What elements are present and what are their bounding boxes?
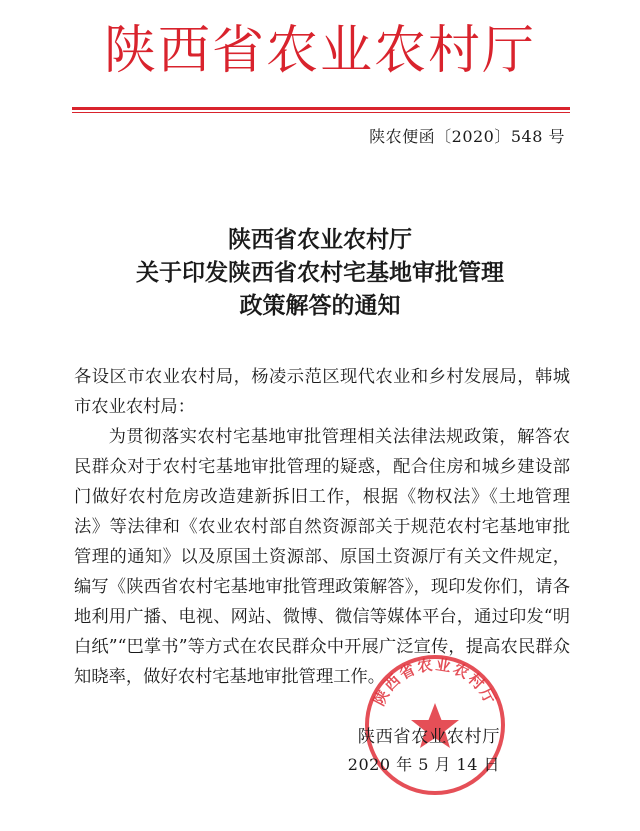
signature-org: 陕西省农业农村厅 (357, 727, 500, 747)
title-line-2: 关于印发陕西省农村宅基地审批管理 (136, 259, 504, 286)
letterhead-title: 陕西省农业农村厅 (103, 21, 536, 81)
document-title (60, 223, 580, 322)
title-line-1: 陕西省农业农村厅 (228, 226, 412, 253)
letterhead-rule-thick (72, 107, 570, 110)
letterhead-rule-thin (72, 112, 570, 113)
document-body (74, 362, 570, 692)
addressee-line: 各设区市农业农村局，杨凌示范区现代农业和乡村发展局，韩城市农业农村局： (74, 367, 570, 417)
document-number: 陕农便函〔2020〕548 号 (369, 127, 565, 146)
signature-date: 2020 年 5 月 14 日 (347, 755, 500, 774)
seal-text: 陕西省农业农村厅 (370, 655, 500, 709)
body-paragraph: 为贯彻落实农村宅基地审批管理相关法律法规政策，解答农民群众对于农村宅基地审批管理的疑惑，配合住房和城乡建设部门做好农村危房改造建新拆旧工作，根据《物权法》《土地管理法》等法律和《农业农村部自然资源部关于规范农村宅基地审批管理的通知》以及原国土资源部、原国土资源厅有关文件规定，编写《陕西省农村宅基地审批管理政策解答》，现印发你们，请各地利用广播、电视、网站、微博、微信等媒体平台，通过印发“明白纸”“巴掌书”等方式在农民群众中开展广泛宣传，提高农民群众知晓率，做好农村宅基地审批管理工作。 (74, 427, 570, 687)
title-line-3: 政策解答的通知 (239, 292, 401, 319)
